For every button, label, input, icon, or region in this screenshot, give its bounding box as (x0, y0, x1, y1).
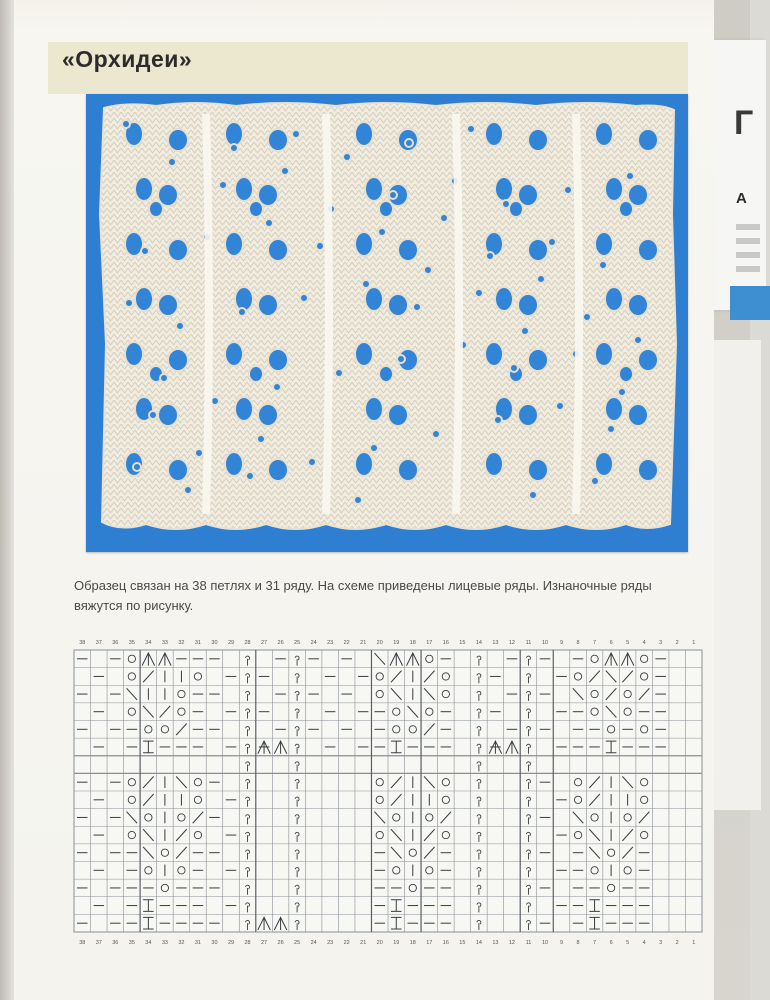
side-page-text-line (736, 252, 760, 258)
eyelet-hole (225, 342, 243, 366)
eyelet-hole (398, 459, 418, 481)
eyelet-hole (246, 472, 254, 480)
column-number-bottom: 24 (310, 940, 317, 946)
eyelet-hole (619, 201, 633, 217)
column-number-top: 15 (459, 640, 466, 646)
column-number-top: 16 (442, 640, 449, 646)
neighbouring-page (705, 40, 766, 310)
column-number-top: 30 (211, 640, 218, 646)
eyelet-hole (158, 404, 178, 426)
eyelet-hole (235, 397, 253, 421)
eyelet-hole (219, 181, 227, 189)
column-number-top: 33 (161, 640, 168, 646)
eyelet-hole (475, 289, 483, 297)
column-number-bottom: 20 (376, 940, 383, 946)
eyelet-hole (268, 459, 288, 481)
column-number-top: 29 (227, 640, 235, 646)
column-number-bottom: 10 (541, 940, 549, 946)
column-number-bottom: 5 (626, 940, 630, 946)
eyelet-hole (502, 200, 510, 208)
column-number-bottom: 4 (642, 940, 646, 946)
column-number-bottom: 31 (194, 940, 202, 946)
column-number-bottom: 6 (609, 940, 613, 946)
eyelet-hole (225, 232, 243, 256)
stem-column (456, 114, 459, 514)
eyelet-hole (125, 299, 133, 307)
eyelet-hole (485, 122, 503, 146)
eyelet-hole (149, 201, 163, 217)
column-number-bottom: 14 (475, 940, 482, 946)
eyelet-hole (225, 452, 243, 476)
book-spine-edge (0, 0, 14, 1000)
eyelet-hole (548, 238, 556, 246)
eyelet-hole (292, 130, 300, 138)
column-number-top: 2 (675, 640, 679, 646)
eyelet-hole (355, 122, 373, 146)
eyelet-hole (379, 201, 393, 217)
eyelet-hole (634, 336, 642, 344)
eyelet-hole (509, 201, 523, 217)
stem-column (326, 114, 329, 514)
eyelet-hole (365, 397, 383, 421)
column-number-top: 38 (79, 640, 86, 646)
eyelet-hole (605, 177, 623, 201)
eyelet-hole (494, 416, 502, 424)
eyelet-hole (225, 122, 243, 146)
eyelet-hole (583, 313, 591, 321)
column-number-top: 8 (576, 640, 580, 646)
column-number-bottom: 9 (559, 940, 564, 946)
column-number-top: 10 (541, 640, 549, 646)
eyelet-hole (160, 374, 168, 382)
eyelet-hole (485, 452, 503, 476)
column-number-top: 12 (508, 640, 516, 646)
eyelet-hole (176, 322, 184, 330)
column-number-bottom: 36 (112, 940, 119, 946)
column-number-bottom: 7 (593, 940, 597, 946)
column-number-top: 34 (145, 640, 152, 646)
column-number-bottom: 2 (675, 940, 679, 946)
eyelet-hole (184, 486, 192, 494)
column-number-top: 20 (376, 640, 383, 646)
eyelet-hole (467, 125, 475, 133)
eyelet-hole (605, 287, 623, 311)
eyelet-hole (133, 463, 141, 471)
neighbouring-sheet (710, 340, 761, 810)
eyelet-hole (168, 129, 188, 151)
eyelet-hole (355, 452, 373, 476)
eyelet-hole (518, 404, 538, 426)
column-number-bottom: 35 (128, 940, 135, 946)
eyelet-hole (638, 239, 658, 261)
eyelet-hole (595, 342, 613, 366)
column-number-bottom: 16 (442, 940, 449, 946)
column-number-bottom: 27 (260, 940, 268, 946)
lace-swatch (100, 103, 676, 529)
eyelet-hole (135, 177, 153, 201)
eyelet-hole (379, 366, 393, 382)
eyelet-hole (398, 239, 418, 261)
column-number-bottom: 11 (525, 940, 532, 946)
column-number-top: 6 (609, 640, 613, 646)
eyelet-hole (149, 411, 157, 419)
eyelet-hole (195, 449, 203, 457)
column-number-bottom: 23 (327, 940, 334, 946)
eyelet-hole (268, 129, 288, 151)
eyelet-hole (316, 242, 324, 250)
column-number-bottom: 15 (459, 940, 466, 946)
stem-column (576, 114, 579, 514)
eyelet-hole (354, 496, 362, 504)
eyelet-hole (599, 261, 607, 269)
column-number-top: 11 (525, 640, 532, 646)
eyelet-hole (265, 219, 273, 227)
eyelet-hole (378, 228, 386, 236)
caption-text: Образец связан на 38 петлях и 31 ряду. На схеме приведены лицевые ряды. Изнаночные ряды вяжутся по рисунку. (74, 578, 652, 613)
column-number-bottom: 13 (492, 940, 499, 946)
column-number-top: 27 (260, 640, 268, 646)
eyelet-hole (595, 452, 613, 476)
column-number-bottom: 3 (659, 940, 663, 946)
column-number-top: 28 (244, 640, 251, 646)
lace-sample-photo (86, 94, 688, 552)
eyelet-hole (308, 458, 316, 466)
column-number-bottom: 18 (409, 940, 416, 946)
eyelet-hole (607, 425, 615, 433)
eyelet-hole (235, 177, 253, 201)
eyelet-hole (258, 404, 278, 426)
eyelet-hole (365, 287, 383, 311)
eyelet-hole (529, 491, 537, 499)
column-number-top: 36 (112, 640, 119, 646)
eyelet-hole (125, 342, 143, 366)
eyelet-hole (518, 294, 538, 316)
column-number-top: 19 (393, 640, 400, 646)
eyelet-hole (235, 287, 253, 311)
eyelet-hole (273, 383, 281, 391)
eyelet-hole (564, 186, 572, 194)
eyelet-hole (405, 139, 413, 147)
column-number-top: 26 (277, 640, 284, 646)
column-number-top: 23 (327, 640, 334, 646)
eyelet-hole (281, 167, 289, 175)
column-number-bottom: 8 (576, 940, 580, 946)
eyelet-hole (638, 129, 658, 151)
eyelet-hole (249, 366, 263, 382)
eyelet-hole (591, 477, 599, 485)
column-number-top: 1 (692, 640, 696, 646)
eyelet-hole (257, 435, 265, 443)
eyelet-hole (141, 247, 149, 255)
eyelet-hole (618, 388, 626, 396)
eyelet-hole (168, 239, 188, 261)
eyelet-hole (230, 144, 238, 152)
column-number-top: 25 (294, 640, 301, 646)
column-number-bottom: 33 (161, 940, 168, 946)
column-number-bottom: 12 (508, 940, 516, 946)
eyelet-hole (495, 287, 513, 311)
eyelet-hole (528, 459, 548, 481)
eyelet-hole (537, 275, 545, 283)
eyelet-hole (370, 444, 378, 452)
eyelet-hole (510, 364, 518, 372)
column-number-top: 17 (426, 640, 433, 646)
column-number-top: 24 (310, 640, 317, 646)
eyelet-hole (495, 177, 513, 201)
column-number-bottom: 34 (145, 940, 152, 946)
eyelet-hole (595, 122, 613, 146)
column-number-top: 21 (360, 640, 367, 646)
eyelet-hole (595, 232, 613, 256)
column-number-bottom: 25 (294, 940, 301, 946)
column-number-top: 9 (559, 640, 564, 646)
side-page-subheading: А (736, 190, 747, 207)
eyelet-hole (343, 153, 351, 161)
column-number-bottom: 32 (178, 940, 185, 946)
column-number-top: 32 (178, 640, 185, 646)
eyelet-hole (249, 201, 263, 217)
eyelet-hole (397, 355, 405, 363)
side-page-heading: Г (734, 104, 754, 142)
eyelet-hole (135, 287, 153, 311)
column-number-bottom: 21 (360, 940, 367, 946)
column-number-top: 31 (194, 640, 202, 646)
column-number-top: 37 (95, 640, 102, 646)
column-number-bottom: 26 (277, 940, 284, 946)
column-number-bottom: 28 (244, 940, 251, 946)
side-page-text-line (736, 224, 760, 230)
eyelet-hole (521, 327, 529, 335)
eyelet-hole (486, 252, 494, 260)
column-number-top: 7 (593, 640, 597, 646)
side-page-blue-band (730, 286, 770, 320)
stem-column (206, 114, 209, 514)
eyelet-hole (638, 349, 658, 371)
eyelet-hole (300, 294, 308, 302)
column-number-top: 35 (128, 640, 135, 646)
column-number-bottom: 22 (343, 940, 350, 946)
knitting-chart (68, 636, 708, 956)
eyelet-hole (365, 177, 383, 201)
eyelet-hole (168, 158, 176, 166)
eyelet-hole (628, 404, 648, 426)
side-page-text-line (736, 266, 760, 272)
eyelet-hole (389, 191, 397, 199)
eyelet-hole (556, 402, 564, 410)
eyelet-hole (122, 120, 130, 128)
column-number-bottom: 17 (426, 940, 433, 946)
eyelet-hole (413, 303, 421, 311)
eyelet-hole (388, 404, 408, 426)
eyelet-hole (605, 397, 623, 421)
column-number-bottom: 1 (692, 940, 696, 946)
eyelet-hole (619, 366, 633, 382)
column-number-top: 5 (626, 640, 630, 646)
eyelet-hole (268, 239, 288, 261)
eyelet-hole (268, 349, 288, 371)
column-number-bottom: 29 (227, 940, 235, 946)
eyelet-hole (335, 369, 343, 377)
column-number-top: 18 (409, 640, 416, 646)
column-number-bottom: 38 (79, 940, 86, 946)
eyelet-hole (626, 172, 634, 180)
eyelet-hole (628, 294, 648, 316)
eyelet-hole (168, 349, 188, 371)
eyelet-hole (238, 308, 246, 316)
eyelet-hole (158, 294, 178, 316)
eyelet-hole (424, 266, 432, 274)
column-number-bottom: 37 (95, 940, 102, 946)
eyelet-hole (432, 430, 440, 438)
column-number-top: 22 (343, 640, 350, 646)
eyelet-hole (485, 342, 503, 366)
page-title: «Орхидеи» (62, 46, 193, 72)
eyelet-hole (355, 232, 373, 256)
column-number-top: 13 (492, 640, 499, 646)
column-number-bottom: 19 (393, 940, 400, 946)
eyelet-hole (638, 459, 658, 481)
column-number-top: 3 (659, 640, 663, 646)
eyelet-hole (528, 349, 548, 371)
eyelet-hole (388, 294, 408, 316)
eyelet-hole (528, 239, 548, 261)
eyelet-hole (168, 459, 188, 481)
column-number-top: 4 (642, 640, 646, 646)
column-number-bottom: 30 (211, 940, 218, 946)
eyelet-hole (355, 342, 373, 366)
eyelet-hole (362, 280, 370, 288)
eyelet-hole (528, 129, 548, 151)
eyelet-hole (440, 214, 448, 222)
eyelet-hole (258, 294, 278, 316)
column-number-top: 14 (475, 640, 482, 646)
side-page-text-line (736, 238, 760, 244)
